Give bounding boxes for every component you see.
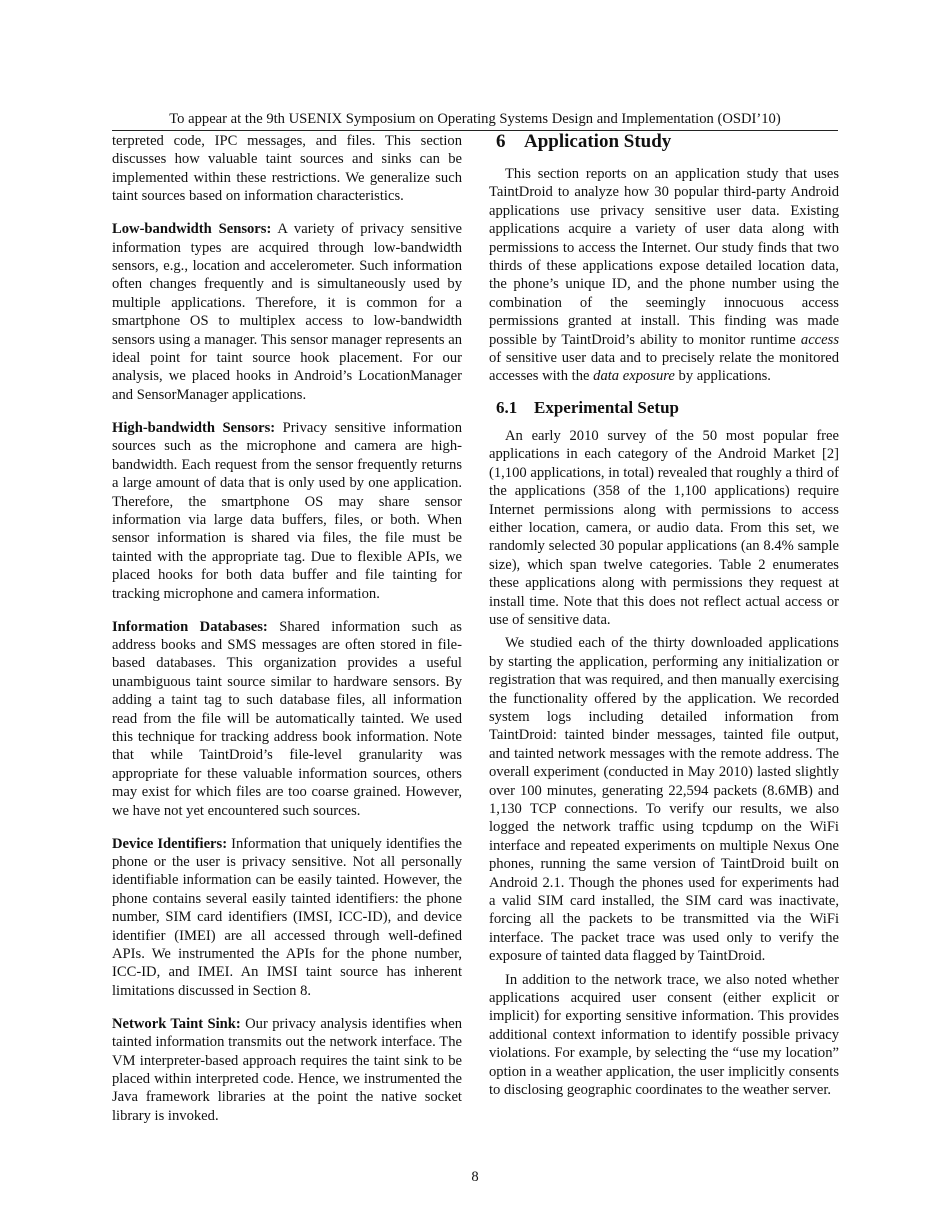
subsection-title: Experimental Setup <box>534 397 679 417</box>
paragraph-heading: Network Taint Sink: <box>112 1015 241 1032</box>
text-span: by applications. <box>674 368 771 385</box>
header-rule <box>112 130 838 131</box>
setup-paragraph-consent: In addition to the network trace, we also noted whether applications acquired user consent (either explicit or implicit) for exporting sensitive information. This provides additional context information to identify possible privacy violations. For example, by selecting the “use my location” option in a weather application, the user implicitly consents to disclosing geographic coordinates to the weather server. <box>489 971 839 1099</box>
emphasis-access: access <box>800 331 839 348</box>
paragraph-heading: Device Identifiers: <box>112 835 228 852</box>
left-intro-paragraph: terpreted code, IPC messages, and files. This section discusses how valuable taint sources and sinks can be implemented within these restrictions. We generalize such taint sources based on information characteristics. <box>112 133 462 205</box>
section-intro-paragraph <box>489 165 839 386</box>
running-head: To appear at the 9th USENIX Symposium on Operating Systems Design and Implementation (OSDI’10) <box>169 111 781 127</box>
paragraph-body: Information that uniquely identifies the phone or the user is privacy sensitive. Not all personally identifiable information can be easily tainted. However, the phone contains several easily tainted identifiers: the phone number, SIM card identifiers (IMSI, ICC-ID), and device identifier (IMEI) are all accessed through well-defined APIs. We instrumented the APIs for the phone number, ICC-ID, and IMEI. An IMSI taint source has inherent limitations discussed in Section 8. <box>112 835 462 999</box>
emphasis-data-exposure: data exposure <box>593 368 675 385</box>
paragraph-information-databases <box>112 618 462 820</box>
page-number: 8 <box>471 1169 479 1185</box>
paragraph-heading: Low-bandwidth Sensors: <box>112 221 272 238</box>
paragraph-body: Shared information such as address books and SMS messages are often stored in file-based databases. This organization provides a useful unambiguous taint source similar to hardware sensors. By adding a taint tag to such database files, all information read from the file will be automatically tainted. We used this technique for tracking address book information. Note that while TaintDroid’s file-level granularity was appropriate for these valuable information sources, others may exist for which files are too coarse grained. However, we have not yet encountered such sources. <box>112 618 462 819</box>
subsection-heading <box>496 398 839 418</box>
paragraph-body: Our privacy analysis identifies when tainted information transmits out the network interface. The VM interpreter-based approach requires the taint sink to be placed within interpreted code. Hence, we instrumented the Java framework libraries at the point the native socket library is invoked. <box>112 1015 462 1124</box>
paragraph-heading: High-bandwidth Sensors: <box>112 419 276 436</box>
paragraph-device-identifiers <box>112 835 462 1001</box>
setup-paragraph-method: We studied each of the thirty downloaded applications by starting the application, performing any initialization or registration that was required, and then manually exercising the functionality offered by the application. We recorded system logs including detailed information from TaintDroid: tainted binder messages, tainted file output, and tainted network messages with the remote address. The overall experiment (conducted in May 2010) lasted slightly over 100 minutes, generating 22,594 packets (8.6MB) and 1,130 TCP connections. To verify our results, we also logged the network traffic using tcpdump on the WiFi interface and repeated experiments on multiple Nexus One phones, running the same version of TaintDroid built on Android 2.1. Though the phones used for experiments had a valid SIM card installed, the SIM card was inactivate, forcing all the packets to be transmitted via the WiFi interface. The packet trace was used only to verify the exposure of tainted data flagged by TaintDroid. <box>489 635 839 965</box>
subsection-number: 6.1 <box>496 397 518 417</box>
setup-paragraph-survey: An early 2010 survey of the 50 most popular free applications in each category of the Android Market [2] (1,100 applications, in total) revealed that roughly a third of the applications (358 of the 1,100 applications) require Internet permissions along with permissions to access either location, camera, or audio data. From this set, we randomly selected 30 popular applications (an 8.4% sample size), which span twelve categories. Table 2 enumerates these applications along with permissions they request at install time. Note that this does not reflect actual access or use of sensitive data. <box>489 427 839 628</box>
paragraph-high-bandwidth-sensors <box>112 419 462 603</box>
paragraph-low-bandwidth-sensors <box>112 220 462 404</box>
paragraph-network-taint-sink <box>112 1015 462 1125</box>
section-number: 6 <box>496 131 506 152</box>
paragraph-body: A variety of privacy sensitive information types are acquired through low-bandwidth sensors, e.g., location and accelerometer. Such information often changes frequently and is simultaneously used by multiple applications. Therefore, it is common for a smartphone OS to multiplex access to low-bandwidth sensors using a manager. This sensor manager represents an ideal point for taint source hook placement. For our analysis, we placed hooks in Android’s LocationManager and SensorManager applications. <box>112 221 462 403</box>
left-column <box>112 132 462 1140</box>
text-span: This section reports on an application study that uses TaintDroid to analyze how 30 popular third-party Android applications use privacy sensitive user data. Existing applications acquire a variety of user data along with permissions to access the Internet. Our study finds that two thirds of these applications expose detailed location data, the phone’s unique ID, and the phone number using the combination of the seemingly innocuous access permissions granted at install. This finding was made possible by TaintDroid’s ability to monitor runtime <box>489 166 839 348</box>
right-column <box>489 132 839 1105</box>
paragraph-body: Privacy sensitive information sources such as the microphone and camera are high-bandwidth. Each request from the sensor frequently returns a large amount of data that is only used by one application. Therefore, the smartphone OS may share sensor information via large data buffers, files, or both. When sensor information is shared via files, the file must be tainted with the appropriate tag. Due to flexible APIs, we placed hooks for both data buffer and file tainting for tracking microphone and camera information. <box>112 419 462 602</box>
paragraph-heading: Information Databases: <box>112 618 268 635</box>
section-heading <box>496 132 839 152</box>
section-title: Application Study <box>524 131 672 152</box>
text-span: of sensitive user data and to precisely relate the monitored accesses with the <box>489 350 839 385</box>
